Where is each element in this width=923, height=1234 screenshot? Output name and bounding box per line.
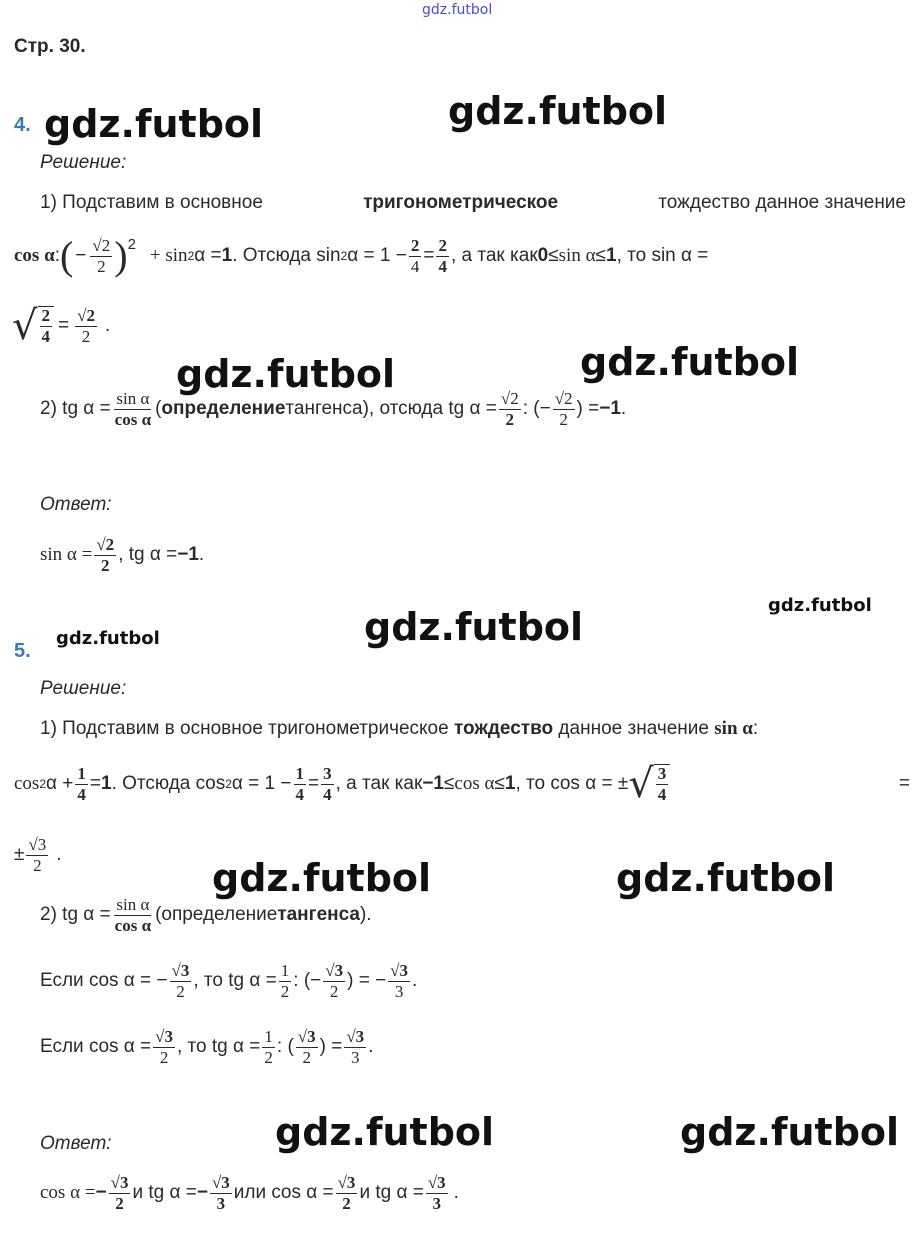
ex4-step1-result: √ $\frac{2}{4}$ = $\frac{√2}{2}$ . xyxy=(12,303,111,349)
ex5-answer: cos α = − $\frac{√3}{2}$ и tg α = − $\frac{√3}{3}$ или cos α = $\frac{√3}{2}$ и tg α = $\frac{√3}{3}$ . xyxy=(40,1173,459,1213)
watermark: gdz.futbol xyxy=(212,856,432,900)
solution-label: Решение: xyxy=(40,678,127,699)
watermark: gdz.futbol xyxy=(56,628,160,649)
watermark: gdz.futbol xyxy=(44,102,264,146)
watermark-top: gdz.futbol xyxy=(422,2,493,18)
ex4-answer: sin α = $\frac{√2}{2}$ , tg α = −1 . xyxy=(40,535,205,575)
ex5-step2: 2) tg α = $\frac{\text{sin α}}{\text{cos α}}$ (определение тангенса ). xyxy=(40,895,372,935)
exercise-number: 4. xyxy=(14,114,31,136)
watermark: gdz.futbol xyxy=(768,595,872,616)
watermark: gdz.futbol xyxy=(448,89,668,133)
answer-label: Ответ: xyxy=(40,1133,112,1154)
ex5-case2: Если cos α = $\frac{√3}{2}$ , то tg α = $\frac{1}{2}$ : ( $\frac{√3}{2}$ ) = $\frac{√3}{3}$ . xyxy=(40,1027,374,1067)
watermark: gdz.futbol xyxy=(275,1110,495,1154)
ex4-step1-formula: cos α : ( − $\frac{√2}{2}$ ) $^2$ + sin 2 α = 1 . Отсюда sin 2 α = 1 − $\frac{2}{4}$ = $\frac{2}{4}$ , а так как 0 ≤ sin α ≤ 1 , то sin α = xyxy=(14,233,709,278)
ex4-step1-intro: 1) Подставим в основное тригонометрическое тождество данное значение xyxy=(40,192,906,213)
solution-label: Решение: xyxy=(40,152,127,173)
watermark: gdz.futbol xyxy=(580,340,800,384)
ex5-step1-intro: 1) Подставим в основное тригонометрическое тождество данное значение sin α: xyxy=(40,718,759,739)
watermark: gdz.futbol xyxy=(616,856,836,900)
watermark: gdz.futbol xyxy=(364,605,584,649)
watermark: gdz.futbol xyxy=(680,1110,900,1154)
watermark: gdz.futbol xyxy=(176,352,396,396)
ex5-step1-result: ± $\frac{√3}{2}$ . xyxy=(14,835,62,875)
answer-label: Ответ: xyxy=(40,494,112,515)
ex4-step2: 2) tg α = $\frac{\text{sin α}}{\text{cos α}}$ ( определение тангенса), отсюда tg α = $\frac{√2}{2}$ : (− $\frac{√2}{2}$ ) = −1 . xyxy=(40,389,627,429)
ex5-case1: Если cos α = − $\frac{√3}{2}$ , то tg α = $\frac{1}{2}$ : (− $\frac{√3}{2}$ ) = − $\frac{√3}{3}$ . xyxy=(40,961,418,1001)
ex5-step1-formula: cos 2 α + $\frac{1}{4}$ = 1 . Отсюда cos 2 α = 1 − $\frac{1}{4}$ = $\frac{3}{4}$ , а так как −1 ≤ cos α ≤ 1 , то cos α = ± √ $\frac{3}{4}$ = xyxy=(14,761,910,807)
exercise-number: 5. xyxy=(14,640,31,662)
page-label: Стр. 30. xyxy=(14,36,86,57)
